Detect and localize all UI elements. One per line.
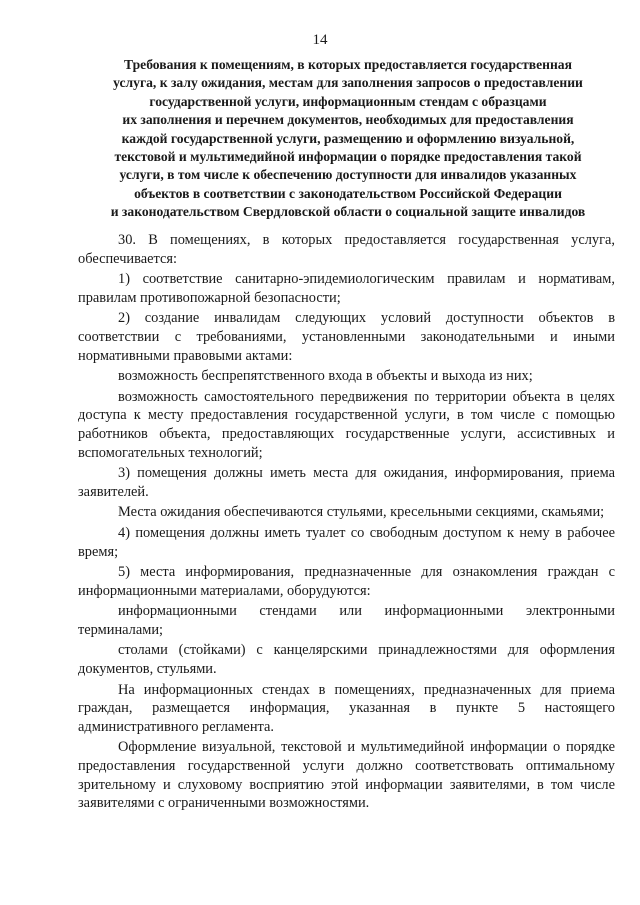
- paragraph: 5) места информирования, предназначенные для ознакомления граждан с информационными материалами, оборудуются:: [78, 564, 615, 599]
- paragraph: возможность беспрепятственного входа в объекты и выхода из них;: [118, 368, 533, 385]
- paragraph: 4) помещения должны иметь туалет со свободным доступом к нему в рабочее время;: [78, 524, 615, 560]
- section-heading: [78, 56, 618, 222]
- paragraph: 1) соответствие санитарно-эпидемиологическим правилам и нормативам, правилам противопожарной безопасности;: [78, 271, 615, 306]
- body-text: [78, 231, 615, 815]
- heading-line: услуги, в том числе к обеспечению доступности для инвалидов указанных: [119, 167, 577, 183]
- paragraph: возможность самостоятельного передвижения по территории объекта в целях доступа к месту предоставления государственной услуги, в том числе с помощью работников объекта, предоставляющих государственные услуги, ассистивных и вспомогательных технологий;: [78, 388, 615, 461]
- heading-line: и законодательством Свердловской области о социальной защите инвалидов: [110, 204, 586, 220]
- heading-line: каждой государственной услуги, размещению и оформлению визуальной,: [121, 130, 575, 146]
- heading-line: их заполнения и перечнем документов, необходимых для предоставления: [122, 112, 574, 128]
- paragraph: Оформление визуальной, текстовой и мультимедийной информации о порядке предоставления государственной услуги должно соответствовать оптимальному зрительному и слуховому восприятию этой информации заявителями, в том числе заявителями с ограниченными возможностями.: [78, 739, 615, 812]
- page-number: 14: [312, 32, 328, 48]
- paragraph: 3) помещения должны иметь места для ожидания, информирования, приема заявителей.: [78, 465, 615, 500]
- paragraph: информационными стендами или информационными электронными терминалами;: [78, 603, 615, 638]
- heading-line: услуга, к залу ожидания, местам для заполнения запросов о предоставлении: [113, 75, 583, 91]
- heading-line: Требования к помещениям, в которых предоставляется государственная: [124, 57, 572, 72]
- heading-line: объектов в соответствии с законодательством Российской Федерации: [134, 185, 562, 201]
- paragraph: Места ожидания обеспечиваются стульями, кресельными секциями, скамьями;: [118, 504, 605, 521]
- paragraph: столами (стойками) с канцелярскими принадлежностями для оформления документов, стульями.: [78, 642, 615, 678]
- paragraph: На информационных стендах в помещениях, предназначенных для приема граждан, размещается информация, указанная в пункте 5 настоящего административного регламента.: [78, 681, 615, 735]
- heading-line: текстовой и мультимедийной информации о порядке предоставления такой: [114, 149, 582, 165]
- paragraph: 30. В помещениях, в которых предоставляется государственная услуга, обеспечивается:: [78, 232, 615, 267]
- paragraph: 2) создание инвалидам следующих условий доступности объектов в соответствии с требованиями, установленными законодательными и иными нормативными правовыми актами:: [78, 310, 615, 364]
- heading-line: государственной услуги, информационным стендам с образцами: [149, 93, 547, 109]
